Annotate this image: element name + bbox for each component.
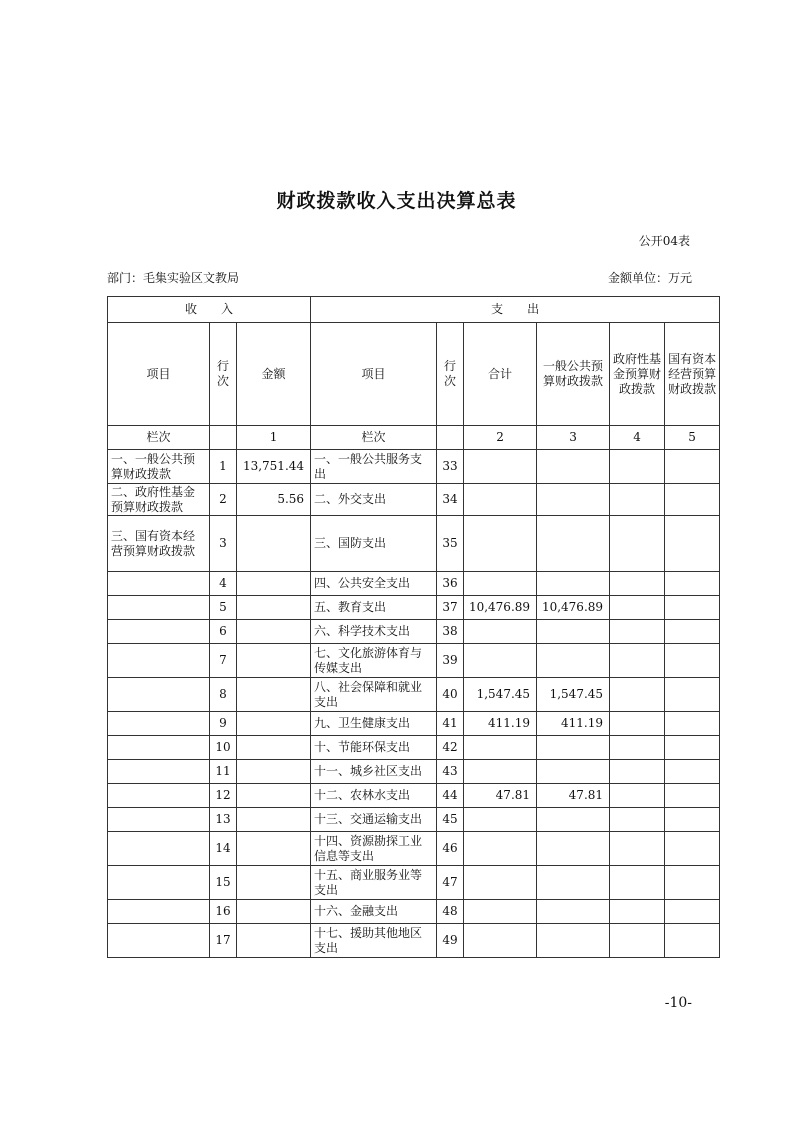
col-total: 合计 bbox=[464, 323, 537, 426]
expense-row-no-cell: 46 bbox=[437, 832, 464, 866]
income-row-no-cell: 2 bbox=[210, 484, 237, 516]
expense-item-cell: 二、外交支出 bbox=[311, 484, 437, 516]
expense-row-no-cell: 49 bbox=[437, 924, 464, 958]
gov-fund-cell bbox=[610, 760, 665, 784]
form-code: 公开04表 bbox=[638, 234, 690, 248]
expense-row-no-cell: 41 bbox=[437, 712, 464, 736]
income-item-cell bbox=[108, 712, 210, 736]
general-budget-cell bbox=[537, 760, 610, 784]
gov-fund-cell bbox=[610, 900, 665, 924]
page-title: 财政拨款收入支出决算总表 bbox=[276, 190, 517, 212]
table-row bbox=[108, 736, 720, 760]
expense-row-no-cell: 45 bbox=[437, 808, 464, 832]
general-budget-cell: 411.19 bbox=[537, 712, 610, 736]
page-number: -10- bbox=[664, 995, 692, 1011]
income-amount-cell bbox=[237, 760, 311, 784]
expense-item-cell: 十一、城乡社区支出 bbox=[311, 760, 437, 784]
income-item-cell bbox=[108, 644, 210, 678]
general-budget-cell bbox=[537, 832, 610, 866]
gov-fund-cell bbox=[610, 596, 665, 620]
income-row-no-cell: 7 bbox=[210, 644, 237, 678]
general-budget-cell bbox=[537, 516, 610, 572]
total-cell bbox=[464, 900, 537, 924]
expense-section-header: 支 出 bbox=[311, 297, 720, 323]
fiscal-summary-table bbox=[107, 296, 720, 958]
gov-fund-cell bbox=[610, 644, 665, 678]
income-item-cell: 二、政府性基金预算财政拨款 bbox=[108, 484, 210, 516]
state-capital-cell bbox=[665, 450, 720, 484]
total-cell bbox=[464, 736, 537, 760]
expense-item-cell: 八、社会保障和就业支出 bbox=[311, 678, 437, 712]
income-amount-cell bbox=[237, 832, 311, 866]
general-budget-cell bbox=[537, 450, 610, 484]
total-cell bbox=[464, 620, 537, 644]
income-amount-cell bbox=[237, 924, 311, 958]
expense-item-cell: 十七、援助其他地区支出 bbox=[311, 924, 437, 958]
expense-item-cell: 十四、资源勘探工业信息等支出 bbox=[311, 832, 437, 866]
table-row bbox=[108, 484, 720, 516]
state-capital-cell bbox=[665, 678, 720, 712]
table-row bbox=[108, 678, 720, 712]
gov-fund-cell bbox=[610, 832, 665, 866]
table-row bbox=[108, 900, 720, 924]
income-item-cell bbox=[108, 900, 210, 924]
index-expense-label: 栏次 bbox=[311, 426, 437, 450]
table-row bbox=[108, 784, 720, 808]
gov-fund-cell bbox=[610, 678, 665, 712]
expense-row-no-cell: 36 bbox=[437, 572, 464, 596]
state-capital-cell bbox=[665, 900, 720, 924]
index-col-3: 3 bbox=[537, 426, 610, 450]
total-cell bbox=[464, 572, 537, 596]
gov-fund-cell bbox=[610, 572, 665, 596]
income-amount-cell bbox=[237, 644, 311, 678]
income-item-cell bbox=[108, 620, 210, 644]
general-budget-cell bbox=[537, 924, 610, 958]
col-state-capital: 国有资本经营预算财政拨款 bbox=[665, 323, 720, 426]
income-row-no-cell: 11 bbox=[210, 760, 237, 784]
expense-row-no-cell: 37 bbox=[437, 596, 464, 620]
income-row-no-cell: 13 bbox=[210, 808, 237, 832]
income-item-cell bbox=[108, 924, 210, 958]
table-row bbox=[108, 924, 720, 958]
income-amount-cell bbox=[237, 784, 311, 808]
general-budget-cell: 10,476.89 bbox=[537, 596, 610, 620]
general-budget-cell bbox=[537, 572, 610, 596]
state-capital-cell bbox=[665, 866, 720, 900]
state-capital-cell bbox=[665, 484, 720, 516]
income-row-no-cell: 10 bbox=[210, 736, 237, 760]
expense-item-cell: 一、一般公共服务支出 bbox=[311, 450, 437, 484]
state-capital-cell bbox=[665, 572, 720, 596]
table-row bbox=[108, 450, 720, 484]
income-item-cell: 一、一般公共预算财政拨款 bbox=[108, 450, 210, 484]
expense-row-no-cell: 40 bbox=[437, 678, 464, 712]
gov-fund-cell bbox=[610, 484, 665, 516]
state-capital-cell bbox=[665, 736, 720, 760]
table-row bbox=[108, 620, 720, 644]
table-row bbox=[108, 572, 720, 596]
income-item-cell bbox=[108, 832, 210, 866]
income-item-cell bbox=[108, 596, 210, 620]
total-cell: 47.81 bbox=[464, 784, 537, 808]
expense-item-cell: 十、节能环保支出 bbox=[311, 736, 437, 760]
total-cell bbox=[464, 866, 537, 900]
expense-row-no-cell: 35 bbox=[437, 516, 464, 572]
state-capital-cell bbox=[665, 808, 720, 832]
col-gov-fund: 政府性基金预算财政拨款 bbox=[610, 323, 665, 426]
expense-row-no-cell: 34 bbox=[437, 484, 464, 516]
income-row-no-cell: 4 bbox=[210, 572, 237, 596]
general-budget-cell bbox=[537, 644, 610, 678]
income-row-no-cell: 5 bbox=[210, 596, 237, 620]
state-capital-cell bbox=[665, 712, 720, 736]
table-row bbox=[108, 866, 720, 900]
expense-item-cell: 五、教育支出 bbox=[311, 596, 437, 620]
expense-item-cell: 十五、商业服务业等支出 bbox=[311, 866, 437, 900]
general-budget-cell bbox=[537, 808, 610, 832]
table-row bbox=[108, 516, 720, 572]
table-row bbox=[108, 832, 720, 866]
income-section-header: 收 入 bbox=[108, 297, 311, 323]
state-capital-cell bbox=[665, 596, 720, 620]
state-capital-cell bbox=[665, 832, 720, 866]
expense-row-no-cell: 44 bbox=[437, 784, 464, 808]
index-col-4: 4 bbox=[610, 426, 665, 450]
general-budget-cell: 1,547.45 bbox=[537, 678, 610, 712]
total-cell bbox=[464, 516, 537, 572]
income-item-cell bbox=[108, 784, 210, 808]
expense-row-no-cell: 39 bbox=[437, 644, 464, 678]
income-amount-cell bbox=[237, 620, 311, 644]
state-capital-cell bbox=[665, 760, 720, 784]
gov-fund-cell bbox=[610, 784, 665, 808]
expense-item-cell: 四、公共安全支出 bbox=[311, 572, 437, 596]
general-budget-cell bbox=[537, 900, 610, 924]
col-income-amount: 金额 bbox=[237, 323, 311, 426]
total-cell bbox=[464, 450, 537, 484]
section-header-row bbox=[108, 297, 720, 323]
income-item-cell bbox=[108, 760, 210, 784]
income-row-no-cell: 16 bbox=[210, 900, 237, 924]
income-amount-cell bbox=[237, 808, 311, 832]
column-header-row bbox=[108, 323, 720, 426]
expense-row-no-cell: 43 bbox=[437, 760, 464, 784]
income-amount-cell bbox=[237, 596, 311, 620]
general-budget-cell: 47.81 bbox=[537, 784, 610, 808]
total-cell: 10,476.89 bbox=[464, 596, 537, 620]
gov-fund-cell bbox=[610, 808, 665, 832]
income-row-no-cell: 15 bbox=[210, 866, 237, 900]
gov-fund-cell bbox=[610, 450, 665, 484]
expense-item-cell: 九、卫生健康支出 bbox=[311, 712, 437, 736]
expense-row-no-cell: 47 bbox=[437, 866, 464, 900]
income-item-cell: 三、国有资本经营预算财政拨款 bbox=[108, 516, 210, 572]
gov-fund-cell bbox=[610, 924, 665, 958]
gov-fund-cell bbox=[610, 620, 665, 644]
income-item-cell bbox=[108, 808, 210, 832]
total-cell: 411.19 bbox=[464, 712, 537, 736]
income-row-no-cell: 3 bbox=[210, 516, 237, 572]
expense-row-no-cell: 33 bbox=[437, 450, 464, 484]
unit-label: 金额单位：万元 bbox=[607, 271, 692, 285]
total-cell: 1,547.45 bbox=[464, 678, 537, 712]
expense-row-no-cell: 42 bbox=[437, 736, 464, 760]
expense-item-cell: 七、文化旅游体育与传媒支出 bbox=[311, 644, 437, 678]
col-general-budget: 一般公共预算财政拨款 bbox=[537, 323, 610, 426]
index-col-2: 2 bbox=[464, 426, 537, 450]
state-capital-cell bbox=[665, 924, 720, 958]
income-row-no-cell: 12 bbox=[210, 784, 237, 808]
expense-row-no-cell: 38 bbox=[437, 620, 464, 644]
gov-fund-cell bbox=[610, 736, 665, 760]
income-row-no-cell: 17 bbox=[210, 924, 237, 958]
total-cell bbox=[464, 760, 537, 784]
col-expense-item: 项目 bbox=[311, 323, 437, 426]
department-label: 部门：毛集实验区文教局 bbox=[107, 271, 240, 285]
income-row-no-cell: 1 bbox=[210, 450, 237, 484]
income-item-cell bbox=[108, 866, 210, 900]
state-capital-cell bbox=[665, 644, 720, 678]
table-row bbox=[108, 808, 720, 832]
gov-fund-cell bbox=[610, 866, 665, 900]
expense-item-cell: 十三、交通运输支出 bbox=[311, 808, 437, 832]
general-budget-cell bbox=[537, 736, 610, 760]
income-row-no-cell: 14 bbox=[210, 832, 237, 866]
col-expense-row-no: 行次 bbox=[437, 323, 464, 426]
income-amount-cell bbox=[237, 736, 311, 760]
table-row bbox=[108, 712, 720, 736]
col-income-row-no: 行次 bbox=[210, 323, 237, 426]
total-cell bbox=[464, 924, 537, 958]
table-row bbox=[108, 760, 720, 784]
general-budget-cell bbox=[537, 484, 610, 516]
gov-fund-cell bbox=[610, 516, 665, 572]
income-amount-cell bbox=[237, 900, 311, 924]
expense-item-cell: 三、国防支出 bbox=[311, 516, 437, 572]
income-amount-cell bbox=[237, 712, 311, 736]
income-amount-cell: 5.56 bbox=[237, 484, 311, 516]
total-cell bbox=[464, 808, 537, 832]
total-cell bbox=[464, 832, 537, 866]
index-blank bbox=[210, 426, 237, 450]
total-cell bbox=[464, 484, 537, 516]
expense-item-cell: 十六、金融支出 bbox=[311, 900, 437, 924]
total-cell bbox=[464, 644, 537, 678]
index-row bbox=[108, 426, 720, 450]
index-income-label: 栏次 bbox=[108, 426, 210, 450]
index-blank bbox=[437, 426, 464, 450]
income-row-no-cell: 6 bbox=[210, 620, 237, 644]
income-item-cell bbox=[108, 572, 210, 596]
expense-row-no-cell: 48 bbox=[437, 900, 464, 924]
table-row bbox=[108, 596, 720, 620]
income-row-no-cell: 8 bbox=[210, 678, 237, 712]
general-budget-cell bbox=[537, 866, 610, 900]
general-budget-cell bbox=[537, 620, 610, 644]
index-col-1: 1 bbox=[237, 426, 311, 450]
income-amount-cell bbox=[237, 678, 311, 712]
income-item-cell bbox=[108, 736, 210, 760]
income-amount-cell bbox=[237, 866, 311, 900]
income-amount-cell bbox=[237, 572, 311, 596]
table-row bbox=[108, 644, 720, 678]
expense-item-cell: 六、科学技术支出 bbox=[311, 620, 437, 644]
income-amount-cell bbox=[237, 516, 311, 572]
index-col-5: 5 bbox=[665, 426, 720, 450]
expense-item-cell: 十二、农林水支出 bbox=[311, 784, 437, 808]
income-amount-cell: 13,751.44 bbox=[237, 450, 311, 484]
income-row-no-cell: 9 bbox=[210, 712, 237, 736]
state-capital-cell bbox=[665, 784, 720, 808]
col-income-item: 项目 bbox=[108, 323, 210, 426]
state-capital-cell bbox=[665, 516, 720, 572]
income-item-cell bbox=[108, 678, 210, 712]
gov-fund-cell bbox=[610, 712, 665, 736]
state-capital-cell bbox=[665, 620, 720, 644]
